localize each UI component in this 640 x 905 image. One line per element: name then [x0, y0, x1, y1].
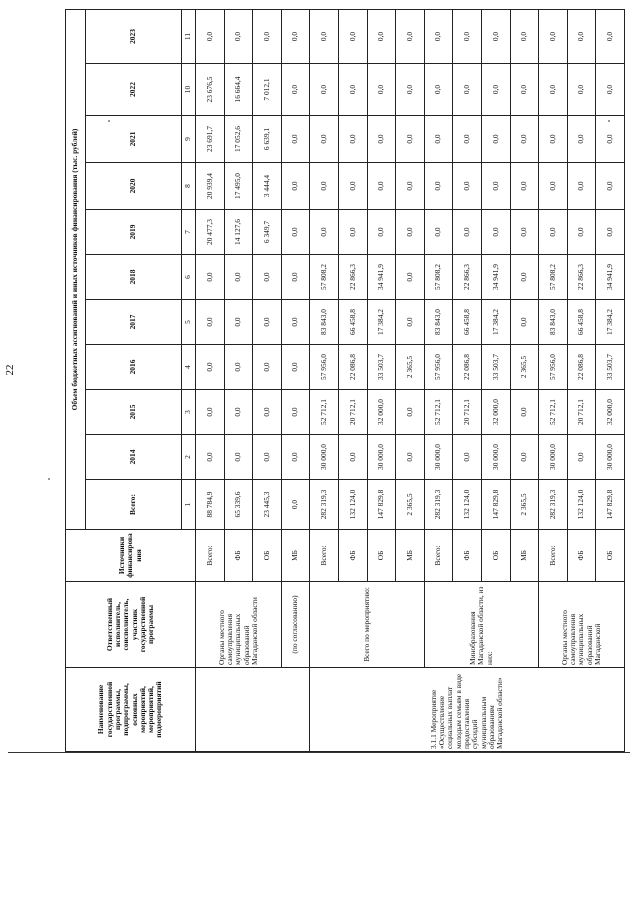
value-cell: 0,0 — [281, 300, 310, 345]
source-cell: ОБ — [481, 530, 510, 582]
value-cell: 0,0 — [567, 163, 596, 210]
value-cell: 0,0 — [510, 163, 539, 210]
value-cell: 0,0 — [510, 210, 539, 255]
value-cell: 14 127,6 — [224, 210, 253, 255]
value-cell: 34 941,9 — [481, 255, 510, 300]
value-cell: 0,0 — [396, 116, 425, 163]
column-number: 5 — [182, 300, 196, 345]
column-number: 10 — [182, 64, 196, 116]
header-funding-title: Объем бюджетных ассигнований и иных источников финансирования (тыс. рублей) — [66, 10, 86, 530]
value-cell: 0,0 — [281, 435, 310, 480]
value-cell: 0,0 — [510, 116, 539, 163]
value-cell: 3 444,4 — [253, 163, 282, 210]
value-cell: 0,0 — [510, 64, 539, 116]
value-cell: 0,0 — [338, 64, 367, 116]
value-cell: 57 956,0 — [539, 345, 568, 390]
value-cell: 0,0 — [224, 300, 253, 345]
value-cell: 0,0 — [196, 390, 225, 435]
value-cell: 0,0 — [224, 255, 253, 300]
scan-speck — [48, 478, 50, 480]
value-cell: 0,0 — [253, 255, 282, 300]
value-cell: 57 808,2 — [310, 255, 339, 300]
value-cell: 0,0 — [253, 300, 282, 345]
source-cell: ФБ — [224, 530, 253, 582]
value-cell: 0,0 — [338, 163, 367, 210]
value-cell: 57 956,0 — [310, 345, 339, 390]
year-header: 2014 — [86, 435, 182, 480]
value-cell: 0,0 — [510, 255, 539, 300]
value-cell: 0,0 — [281, 10, 310, 64]
event-name-cell: 3.1.1 Мероприятие «Осуществление социальных выплат молодым семьям в виде предоставления субсидий муниципальным образованиям Магаданской области» — [310, 668, 625, 752]
value-cell: 0,0 — [539, 163, 568, 210]
value-cell: 0,0 — [196, 435, 225, 480]
value-cell: 20 939,4 — [196, 163, 225, 210]
value-cell: 65 339,6 — [224, 480, 253, 530]
value-cell: 0,0 — [510, 390, 539, 435]
funding-table — [65, 9, 625, 752]
value-cell: 17 495,0 — [224, 163, 253, 210]
year-header: 2021 — [86, 116, 182, 163]
value-cell: 282 319,3 — [424, 480, 453, 530]
value-cell: 22 086,8 — [567, 345, 596, 390]
value-cell: 132 124,0 — [338, 480, 367, 530]
table-row — [196, 10, 225, 752]
value-cell: 0,0 — [539, 210, 568, 255]
value-cell: 20 712,1 — [453, 390, 482, 435]
year-header: 2015 — [86, 390, 182, 435]
value-cell: 282 319,3 — [539, 480, 568, 530]
executor-cell — [196, 582, 282, 668]
value-cell: 0,0 — [196, 345, 225, 390]
source-cell: Всего: — [424, 530, 453, 582]
page-number: 22 — [4, 364, 16, 376]
value-cell: 0,0 — [224, 10, 253, 64]
value-cell: 0,0 — [367, 64, 396, 116]
value-cell: 0,0 — [424, 210, 453, 255]
value-cell: 0,0 — [253, 345, 282, 390]
year-header: 2022 — [86, 64, 182, 116]
source-cell: ОБ — [596, 530, 625, 582]
value-cell: 22 086,8 — [338, 345, 367, 390]
value-cell: 0,0 — [424, 116, 453, 163]
value-cell: 66 458,8 — [567, 300, 596, 345]
column-number: 11 — [182, 10, 196, 64]
value-cell: 17 052,6 — [224, 116, 253, 163]
source-cell: Всего: — [196, 530, 225, 582]
value-cell: 7 012,1 — [253, 64, 282, 116]
value-cell: 33 503,7 — [596, 345, 625, 390]
value-cell: 17 384,2 — [481, 300, 510, 345]
column-number: 8 — [182, 163, 196, 210]
column-number: 3 — [182, 390, 196, 435]
value-cell: 0,0 — [453, 10, 482, 64]
header-col1: Наименование государственной программы, подпрограммы, основных мероприятий, мероприятий, подмероприятий — [66, 668, 196, 752]
value-cell: 0,0 — [596, 210, 625, 255]
table-row — [539, 10, 568, 752]
value-cell: 0,0 — [281, 390, 310, 435]
value-cell: 30 000,0 — [539, 435, 568, 480]
event-total-label: Всего по мероприятию: — [310, 582, 424, 668]
value-cell: 2 365,5 — [510, 345, 539, 390]
value-cell: 17 384,2 — [596, 300, 625, 345]
value-cell: 0,0 — [310, 116, 339, 163]
value-cell: 0,0 — [424, 163, 453, 210]
value-cell: 0,0 — [196, 255, 225, 300]
value-cell: 0,0 — [196, 300, 225, 345]
value-cell: 57 956,0 — [424, 345, 453, 390]
value-cell: 0,0 — [567, 64, 596, 116]
value-cell: 0,0 — [281, 480, 310, 530]
table-row — [424, 10, 453, 752]
column-number: 2 — [182, 435, 196, 480]
value-cell: 32 000,0 — [596, 390, 625, 435]
value-cell: 52 712,1 — [424, 390, 453, 435]
source-cell: Всего: — [539, 530, 568, 582]
value-cell: 0,0 — [424, 10, 453, 64]
source-cell: ФБ — [338, 530, 367, 582]
year-header: 2020 — [86, 163, 182, 210]
value-cell: 30 000,0 — [596, 435, 625, 480]
value-cell: 0,0 — [396, 163, 425, 210]
value-cell: 0,0 — [310, 163, 339, 210]
value-cell: 0,0 — [424, 64, 453, 116]
value-cell: 33 503,7 — [481, 345, 510, 390]
value-cell: 30 000,0 — [424, 435, 453, 480]
value-cell: 0,0 — [396, 210, 425, 255]
value-cell: 20 712,1 — [567, 390, 596, 435]
value-cell: 0,0 — [281, 255, 310, 300]
value-cell: 32 000,0 — [481, 390, 510, 435]
value-cell: 0,0 — [596, 163, 625, 210]
source-cell: ОБ — [367, 530, 396, 582]
value-cell: 0,0 — [338, 210, 367, 255]
value-cell: 0,0 — [253, 435, 282, 480]
year-header: 2019 — [86, 210, 182, 255]
value-cell: 0,0 — [367, 163, 396, 210]
column-number: 4 — [182, 345, 196, 390]
value-cell: 0,0 — [453, 116, 482, 163]
value-cell: 0,0 — [281, 210, 310, 255]
value-cell: 0,0 — [453, 210, 482, 255]
value-cell: 0,0 — [224, 345, 253, 390]
value-cell: 0,0 — [338, 435, 367, 480]
value-cell: 0,0 — [281, 345, 310, 390]
value-cell: 0,0 — [539, 64, 568, 116]
value-cell: 16 664,4 — [224, 64, 253, 116]
value-cell: 0,0 — [367, 116, 396, 163]
value-cell: 52 712,1 — [539, 390, 568, 435]
value-cell: 0,0 — [310, 10, 339, 64]
source-cell: ФБ — [567, 530, 596, 582]
value-cell: 52 712,1 — [310, 390, 339, 435]
value-cell: 0,0 — [396, 435, 425, 480]
value-cell: 32 000,0 — [367, 390, 396, 435]
table-row — [310, 10, 339, 752]
value-cell: 0,0 — [396, 390, 425, 435]
value-cell: 0,0 — [481, 210, 510, 255]
value-cell: 0,0 — [224, 435, 253, 480]
value-cell: 147 829,8 — [367, 480, 396, 530]
source-cell: МБ — [396, 530, 425, 582]
year-header: 2023 — [86, 10, 182, 64]
value-cell: 0,0 — [481, 64, 510, 116]
value-cell: 2 365,5 — [510, 480, 539, 530]
source-cell: Всего: — [310, 530, 339, 582]
column-number: 1 — [182, 480, 196, 530]
value-cell: 282 319,3 — [310, 480, 339, 530]
column-number: 6 — [182, 255, 196, 300]
value-cell: 0,0 — [567, 116, 596, 163]
year-header: 2016 — [86, 345, 182, 390]
ministry-label: Минобразования Магаданской области, из них: — [424, 582, 538, 668]
value-cell: 30 000,0 — [310, 435, 339, 480]
value-cell: 0,0 — [567, 10, 596, 64]
value-cell: 20 712,1 — [338, 390, 367, 435]
source-cell: ОБ — [253, 530, 282, 582]
value-cell: 34 941,9 — [596, 255, 625, 300]
source-cell: ФБ — [453, 530, 482, 582]
value-cell: 147 829,8 — [596, 480, 625, 530]
value-cell: 0,0 — [596, 116, 625, 163]
value-cell: 0,0 — [481, 163, 510, 210]
value-cell: 0,0 — [596, 10, 625, 64]
value-cell: 23 676,5 — [196, 64, 225, 116]
value-cell: 88 784,9 — [196, 480, 225, 530]
value-cell: 0,0 — [253, 390, 282, 435]
value-cell: 0,0 — [396, 10, 425, 64]
value-cell: 23 691,7 — [196, 116, 225, 163]
column-number: 9 — [182, 116, 196, 163]
value-cell: 17 384,2 — [367, 300, 396, 345]
empty-name-cell — [196, 668, 310, 752]
value-cell: 147 829,8 — [481, 480, 510, 530]
value-cell: 0,0 — [453, 163, 482, 210]
value-cell: 22 866,3 — [338, 255, 367, 300]
value-cell: 66 458,8 — [338, 300, 367, 345]
source-cell: МБ — [510, 530, 539, 582]
rotated-table-container — [65, 10, 625, 752]
value-cell: 22 866,3 — [453, 255, 482, 300]
value-cell: 66 458,8 — [453, 300, 482, 345]
value-cell: 0,0 — [224, 390, 253, 435]
value-cell: 0,0 — [196, 10, 225, 64]
value-cell: 6 349,7 — [253, 210, 282, 255]
value-cell: 0,0 — [453, 435, 482, 480]
value-cell: 132 124,0 — [567, 480, 596, 530]
value-cell: 0,0 — [396, 255, 425, 300]
value-cell: 0,0 — [281, 64, 310, 116]
value-cell: 0,0 — [310, 64, 339, 116]
value-cell: 0,0 — [567, 210, 596, 255]
value-cell: 34 941,9 — [367, 255, 396, 300]
table-row — [281, 10, 310, 752]
value-cell: 83 843,0 — [310, 300, 339, 345]
value-cell: 0,0 — [539, 10, 568, 64]
value-cell: 57 808,2 — [424, 255, 453, 300]
header-col2: Ответственный исполнитель, соисполнитель, участник государственной программы — [66, 582, 196, 668]
value-cell: 6 639,1 — [253, 116, 282, 163]
value-cell: 0,0 — [281, 163, 310, 210]
value-cell: 0,0 — [510, 435, 539, 480]
value-cell: 2 365,5 — [396, 345, 425, 390]
value-cell: 0,0 — [396, 300, 425, 345]
value-cell: 0,0 — [453, 64, 482, 116]
value-cell: 20 477,3 — [196, 210, 225, 255]
value-cell: 132 124,0 — [453, 480, 482, 530]
value-cell: 0,0 — [281, 116, 310, 163]
column-number: 7 — [182, 210, 196, 255]
value-cell: 33 503,7 — [367, 345, 396, 390]
value-cell: 0,0 — [481, 10, 510, 64]
value-cell: 22 086,8 — [453, 345, 482, 390]
value-cell: 0,0 — [596, 64, 625, 116]
value-cell: 83 843,0 — [424, 300, 453, 345]
value-cell: 0,0 — [567, 435, 596, 480]
value-cell: 0,0 — [253, 10, 282, 64]
year-header: 2017 — [86, 300, 182, 345]
value-cell: 0,0 — [539, 116, 568, 163]
value-cell: 22 866,3 — [567, 255, 596, 300]
value-cell: 0,0 — [510, 300, 539, 345]
value-cell: 30 000,0 — [367, 435, 396, 480]
header-col3: Источники финансирова ния — [66, 530, 196, 582]
executor-name: Органы местного самоуправления муниципальных образований Магаданской области — [216, 597, 259, 665]
year-header: 2018 — [86, 255, 182, 300]
value-cell: 0,0 — [367, 210, 396, 255]
value-cell: 0,0 — [338, 116, 367, 163]
value-cell: 83 843,0 — [539, 300, 568, 345]
value-cell: 57 808,2 — [539, 255, 568, 300]
value-cell: 0,0 — [396, 64, 425, 116]
value-cell: 0,0 — [481, 116, 510, 163]
value-cell: 23 445,3 — [253, 480, 282, 530]
value-cell: 2 365,5 — [396, 480, 425, 530]
value-cell: 0,0 — [510, 10, 539, 64]
page-divider-line — [8, 752, 630, 753]
local-authority-label: Органы местного самоуправления муниципальных образований Магаданской — [539, 582, 625, 668]
value-cell: 0,0 — [367, 10, 396, 64]
value-cell: 30 000,0 — [481, 435, 510, 480]
value-cell: 0,0 — [338, 10, 367, 64]
executor-note: (по согласованию) — [281, 582, 310, 668]
source-cell: МБ — [281, 530, 310, 582]
value-cell: 0,0 — [310, 210, 339, 255]
year-header: Всего: — [86, 480, 182, 530]
